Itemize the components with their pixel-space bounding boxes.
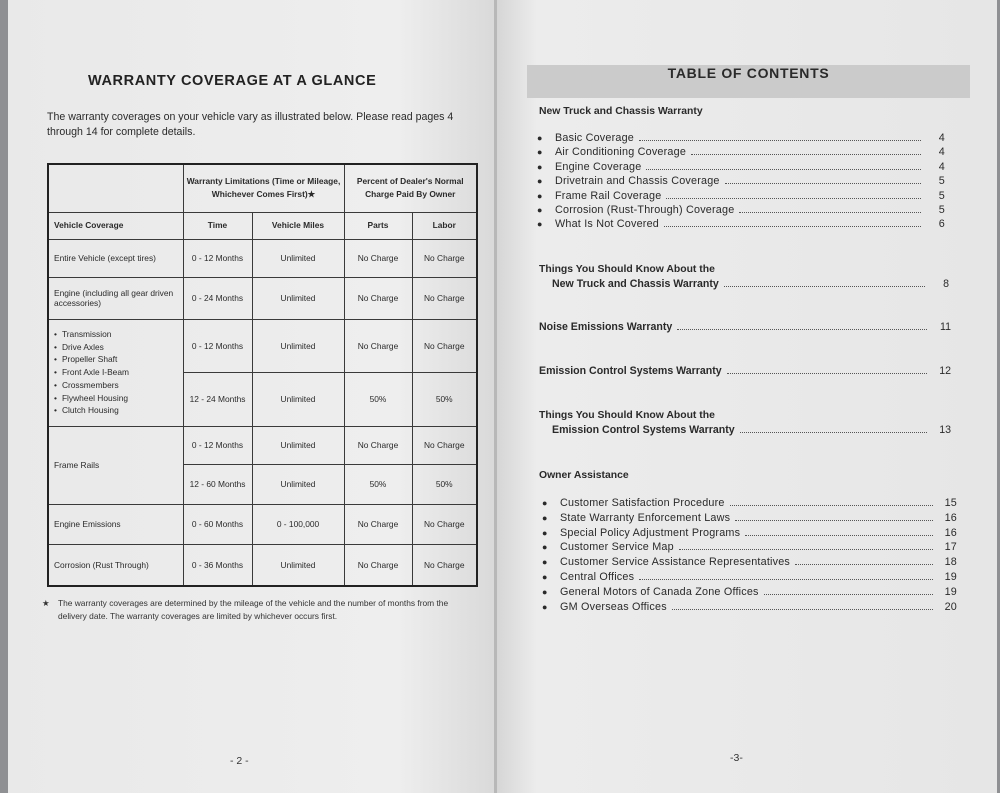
section-heading: Owner Assistance (539, 470, 629, 481)
list-item: • Propeller Shaft (54, 353, 181, 366)
table-row (48, 504, 477, 544)
toc-entry-label: Air Conditioning Coverage (555, 146, 687, 159)
dot-leader (646, 169, 921, 170)
list-item: • Transmission (54, 328, 181, 341)
dot-leader (639, 140, 921, 141)
section-things-emission (539, 408, 951, 438)
dot-leader (666, 198, 921, 199)
page-ref: 19 (944, 585, 957, 598)
bullet-icon: ● (542, 601, 548, 612)
warranty-table (47, 163, 478, 587)
cell-labor: No Charge (412, 544, 477, 586)
bullet-icon: ● (542, 512, 548, 523)
cell-labor: No Charge (412, 239, 477, 277)
page-ref: 17 (944, 541, 957, 554)
cell-coverage: Engine Emissions (48, 504, 183, 544)
bullet-icon: ● (537, 161, 543, 172)
section-line: Things You Should Know About the (539, 410, 715, 421)
section-line: New Truck and Chassis Warranty (552, 278, 719, 290)
cell-miles: Unlimited (252, 544, 344, 586)
toc-entry-label: Basic Coverage (555, 132, 635, 144)
toc-entry (542, 571, 957, 586)
toc-entry-label: Frame Rail Coverage (555, 189, 662, 202)
page-ref: 8 (943, 278, 949, 290)
bullet-icon: ● (542, 527, 548, 538)
cell-time: 0 - 12 Months (183, 426, 252, 464)
cell-time: 12 - 60 Months (183, 464, 252, 504)
toc-entry (542, 556, 957, 571)
toc-entry-label: GM Overseas Offices (560, 600, 667, 613)
table-row (48, 544, 477, 586)
toc-title: TABLE OF CONTENTS (667, 65, 830, 81)
toc-entry (542, 512, 957, 527)
dot-leader (672, 609, 933, 610)
footnote-text: The warranty coverages are determined by the mileage of the vehicle and the number of months from the delivery date. The warranty coverages are limited by whichever occurs first. (58, 598, 449, 621)
cell-parts: 50% (344, 372, 412, 426)
cell-time: 0 - 24 Months (183, 277, 252, 319)
header-percent: Percent of Dealer's Normal Charge Paid By Owner (344, 164, 477, 212)
toc-entry (537, 218, 945, 232)
bullet-icon: ● (542, 498, 548, 508)
cell-labor: 50% (412, 464, 477, 504)
header-labor: Labor (412, 212, 477, 239)
dot-leader (691, 154, 921, 155)
toc-entry (542, 586, 957, 601)
toc-entry-label: State Warranty Enforcement Laws (560, 511, 731, 524)
star-icon: ★ (42, 598, 50, 608)
section-things-truck (539, 262, 949, 292)
right-page (497, 0, 997, 793)
toc-entry-label: Special Policy Adjustment Programs (560, 526, 741, 539)
dot-leader (677, 329, 927, 330)
page-ref: 15 (944, 497, 957, 509)
bullet-icon: ● (542, 542, 548, 553)
toc-entry (537, 146, 945, 160)
header-limitations: Warranty Limitations (Time or Mileage, Whichever Comes First)★ (183, 164, 344, 212)
dot-leader (735, 520, 933, 521)
cell-parts: No Charge (344, 239, 412, 277)
toc-entry (537, 132, 945, 146)
dot-leader (745, 535, 933, 536)
toc-list-new-truck (537, 132, 945, 233)
cell-labor: 50% (412, 372, 477, 426)
header-time: Time (183, 212, 252, 239)
cell-parts: 50% (344, 464, 412, 504)
toc-entry (539, 277, 949, 292)
toc-entry-label: Customer Service Assistance Representatives (560, 556, 791, 569)
toc-entry (537, 204, 945, 218)
table-row (48, 319, 477, 372)
bullet-icon: ● (542, 557, 548, 568)
cell-coverage: Entire Vehicle (except tires) (48, 239, 183, 277)
toc-entry-label: Customer Satisfaction Procedure (560, 497, 725, 509)
cell-miles: Unlimited (252, 239, 344, 277)
bullet-icon: ● (542, 571, 548, 582)
bullet-icon: ● (537, 219, 543, 230)
dot-leader (639, 579, 933, 580)
dot-leader (764, 594, 933, 595)
cell-parts: No Charge (344, 426, 412, 464)
page-ref: 4 (938, 132, 945, 144)
dot-leader (727, 373, 927, 374)
page-ref: 16 (944, 526, 957, 539)
cell-miles: Unlimited (252, 319, 344, 372)
toc-entry (539, 423, 951, 438)
bullet-icon: ● (537, 147, 543, 158)
dot-leader (725, 183, 921, 184)
page-ref: 5 (938, 175, 945, 188)
cell-coverage: Corrosion (Rust Through) (48, 544, 183, 586)
drivetrain-list (54, 328, 181, 418)
dot-leader (795, 564, 933, 565)
page-ref: 5 (938, 189, 945, 202)
bullet-icon: ● (542, 586, 548, 597)
cell-miles: Unlimited (252, 372, 344, 426)
header-vehicle-coverage: Vehicle Coverage (48, 212, 183, 239)
section-heading: Emission Control Systems Warranty (539, 365, 722, 377)
toc-entry-label: Corrosion (Rust-Through) Coverage (555, 203, 735, 216)
list-item: • Clutch Housing (54, 404, 181, 417)
toc-entry (537, 175, 945, 189)
table-corner (48, 164, 183, 212)
section-heading: New Truck and Chassis Warranty (539, 106, 703, 117)
list-item: • Crossmembers (54, 379, 181, 392)
cell-parts: No Charge (344, 504, 412, 544)
cell-miles: Unlimited (252, 277, 344, 319)
section-heading: Noise Emissions Warranty (539, 321, 673, 333)
cell-miles: Unlimited (252, 426, 344, 464)
page-number: - 2 - (230, 755, 249, 767)
cell-coverage: Frame Rails (48, 426, 183, 504)
page-title: WARRANTY COVERAGE AT A GLANCE (88, 73, 377, 89)
cell-parts: No Charge (344, 319, 412, 372)
cell-parts: No Charge (344, 277, 412, 319)
toc-entry (542, 541, 957, 556)
cell-time: 0 - 36 Months (183, 544, 252, 586)
toc-entry-label: Central Offices (560, 570, 635, 583)
bullet-icon: ● (537, 190, 543, 201)
dot-leader (664, 226, 921, 227)
cell-time: 12 - 24 Months (183, 372, 252, 426)
cell-labor: No Charge (412, 504, 477, 544)
toc-entry (542, 497, 957, 512)
page-ref: 19 (944, 570, 957, 583)
bullet-icon: ● (537, 133, 543, 143)
dot-leader (739, 212, 921, 213)
table-row (48, 277, 477, 319)
page-ref: 4 (938, 160, 945, 173)
page-ref: 5 (938, 203, 945, 216)
page-ref: 4 (938, 146, 945, 159)
cell-miles: Unlimited (252, 464, 344, 504)
page-ref: 16 (944, 511, 957, 524)
toc-entry (542, 601, 957, 616)
cell-labor: No Charge (412, 426, 477, 464)
cell-coverage: Engine (including all gear driven accessories) (48, 277, 183, 319)
cell-miles: 0 - 100,000 (252, 504, 344, 544)
dot-leader (730, 505, 933, 506)
section-line: Emission Control Systems Warranty (552, 424, 735, 436)
footnote (42, 597, 477, 623)
table-row (48, 426, 477, 464)
bullet-icon: ● (537, 204, 543, 215)
section-line: Things You Should Know About the (539, 264, 715, 275)
toc-entry (539, 364, 951, 379)
header-parts: Parts (344, 212, 412, 239)
toc-entry-label: What Is Not Covered (555, 218, 660, 231)
toc-entry (539, 320, 951, 335)
toc-entry-label: Engine Coverage (555, 160, 642, 173)
cell-coverage-drivetrain (48, 319, 183, 426)
left-page (8, 0, 496, 793)
toc-entry-label: General Motors of Canada Zone Offices (560, 585, 759, 598)
list-item: • Flywheel Housing (54, 392, 181, 405)
dot-leader (740, 432, 927, 433)
toc-entry-label: Customer Service Map (560, 541, 674, 554)
toc-entry-label: Drivetrain and Chassis Coverage (555, 175, 720, 188)
list-item: • Front Axle I-Beam (54, 366, 181, 379)
page-ref: 13 (939, 424, 951, 436)
page-ref: 20 (944, 600, 957, 613)
page-ref: 6 (938, 218, 945, 231)
page-number: -3- (730, 752, 743, 764)
cell-time: 0 - 60 Months (183, 504, 252, 544)
cell-parts: No Charge (344, 544, 412, 586)
cell-time: 0 - 12 Months (183, 319, 252, 372)
intro-text: The warranty coverages on your vehicle vary as illustrated below. Please read pages 4 through 14 for complete details. (47, 111, 454, 138)
cell-time: 0 - 12 Months (183, 239, 252, 277)
page-ref: 12 (939, 365, 951, 377)
table-row (48, 239, 477, 277)
dot-leader (679, 549, 933, 550)
dot-leader (724, 286, 925, 287)
toc-list-owner (542, 497, 957, 615)
list-item: • Drive Axles (54, 341, 181, 354)
toc-entry (537, 161, 945, 175)
bullet-icon: ● (537, 176, 543, 187)
page-ref: 11 (940, 321, 951, 333)
header-vehicle-miles: Vehicle Miles (252, 212, 344, 239)
page-ref: 18 (944, 556, 957, 569)
cell-labor: No Charge (412, 319, 477, 372)
toc-entry (542, 527, 957, 542)
toc-entry (537, 190, 945, 204)
cell-labor: No Charge (412, 277, 477, 319)
